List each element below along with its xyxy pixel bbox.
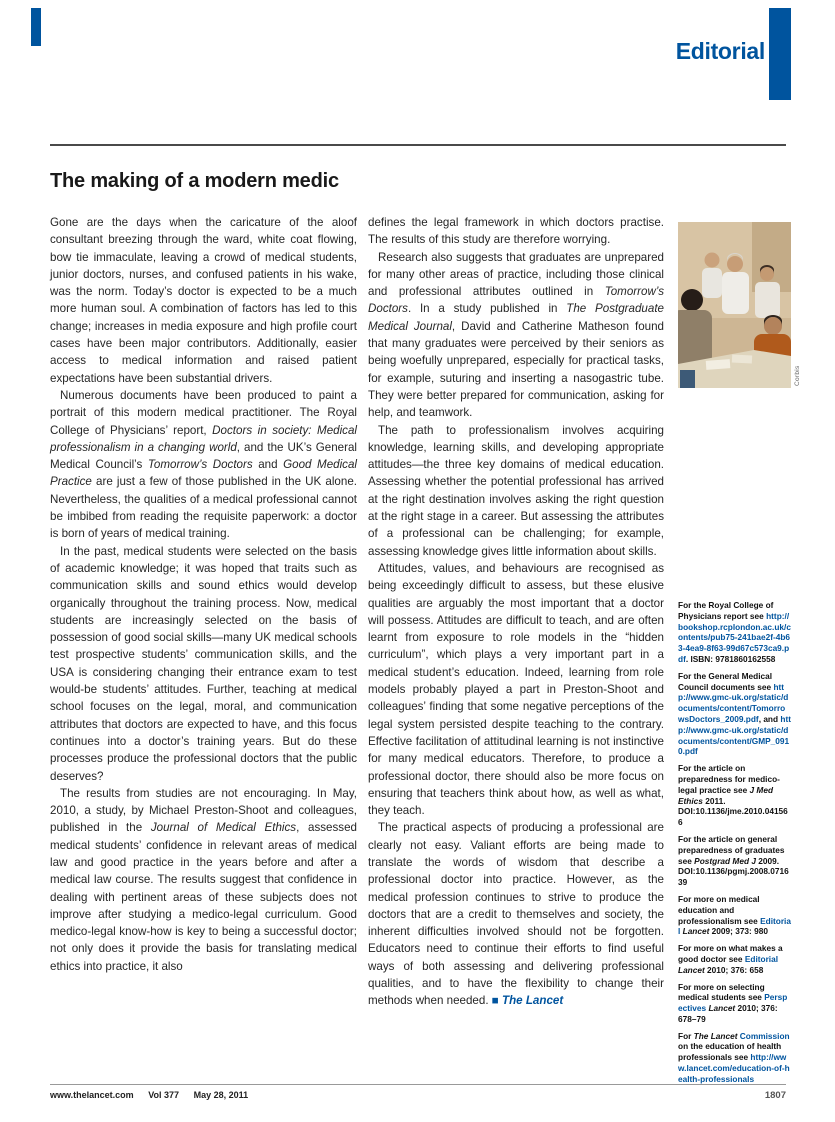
footer-date: May 28, 2011 xyxy=(193,1090,249,1100)
sidebar xyxy=(678,222,801,1091)
reference-note: For the Royal College of Physicians report see http://bookshop.rcplondon.ac.uk/contents/pub75-241bae2f-4b63-4ea9-8f63-99d67c573ca9.pdf. ISBN: 9781860162558 xyxy=(678,600,791,664)
doctors-meeting-photo xyxy=(678,222,791,388)
top-right-accent-bar xyxy=(769,8,791,100)
reference-link[interactable]: http://www.gmc-uk.org/static/documents/content/GMP_0910.pdf xyxy=(678,713,791,757)
reference-note: For the article on general preparedness of graduates see Postgrad Med J 2009. DOI:10.1136/pgmj.2008.071639 xyxy=(678,833,789,888)
paragraph: The path to professionalism involves acquiring knowledge, learning skills, and developing appropriate attitudes—the three key domains of medical education. Assessing whether the potential professional has arrived at the right destination involves asking the right question at the right stage in a career. But assessing the attributes of a professional can be challenging; for example, assessing knowledge gives little information about skills. xyxy=(368,423,664,558)
reference-note: For more on what makes a good doctor see Editorial Lancet 2010; 376: 658 xyxy=(678,943,783,975)
reference-note: For the General Medical Council documents see http://www.gmc-uk.org/static/documents/content/TomorrowsDoctors_2009.pdf, and http://www.gmc-uk.org/static/documents/content/GMP_0910.pdf xyxy=(678,670,791,757)
footer-site-link[interactable]: www.thelancet.com xyxy=(50,1090,134,1100)
reference-note: For more on selecting medical students see Perspectives Lancet 2010; 376: 678–79 xyxy=(678,981,788,1024)
paragraph: Gone are the days when the caricature of the aloof consultant breezing through the ward, white coat flowing, bow tie immaculate, leaving a crowd of medical students, junior doctors, nurses, and confused patients in his wake, was the norm. Today’s doctor is expected to be a much more human soul. A combination of factors has led to this change; increases in media exposure and high profile court cases have been major contributors. Additionally, easier access to medical information and raised patient expectations have been substantial drivers. xyxy=(50,216,357,385)
reference-link[interactable]: http://bookshop.rcplondon.ac.uk/contents/pub75-241bae2f-4b63-4ea9-8f63-99d67c573ca9.pdf xyxy=(678,610,791,664)
footer-info xyxy=(50,1090,248,1100)
reference-link[interactable]: Editorial xyxy=(744,953,779,964)
body-column-1 xyxy=(50,214,357,1010)
reference-link[interactable]: http://www.gmc-uk.org/static/documents/content/TomorrowsDoctors_2009.pdf xyxy=(678,681,789,724)
reference-note: For the article on preparedness for medico-legal practice see J Med Ethics 2011. DOI:10.1136/jme.2010.041566 xyxy=(678,763,788,828)
section-label: Editorial xyxy=(675,38,765,64)
page-number: 1807 xyxy=(764,1090,786,1101)
article-body xyxy=(50,214,664,1010)
reference-link[interactable]: Commission xyxy=(737,1030,790,1041)
paragraph: The practical aspects of producing a professional are clearly not easy. Valiant efforts are being made to translate the words of wisdom that describe a professional doctor into practice. However, as the medical profession continues to strive to produce the doctors that are a credit to themselves and society, the inherent difficulties involved should not be forgotten. Educators need to continue their efforts to find useful ways of both assessing and delivering professional qualities, and to have the flexibility to change their methods when needed. ■ The Lancet xyxy=(368,821,664,1008)
page-footer xyxy=(50,1090,786,1101)
paragraph: defines the legal framework in which doctors practise. The results of this study are therefore worrying. xyxy=(368,216,664,247)
reference-note: For The Lancet Commission on the education of health professionals see http://www.lancet.com/education-of-health-professionals xyxy=(678,1030,790,1084)
paragraph: In the past, medical students were selected on the basis of academic knowledge; it was hoped that traits such as communication skills and sound ethics would develop organically throughout the training process. Now, medical students are increasingly selected on the basis of possession of good social skills—many UK medical schools test prospective students’ communication skills, and the USA is considering changing their entrance exam to test would-be students’ attitudes. Further, teaching at medical school focuses on the legal, moral, and communication attributes that doctors are expected to have, and this focus continues into a doctor’s training years. But do these processes produce the professional doctors that the public deserves? xyxy=(50,544,357,783)
paragraph: Numerous documents have been produced to paint a portrait of this modern medical practitioner. The Royal College of Physicians’ report, Doctors in society: Medical professionalism in a changing world, and the UK’s General Medical Council’s Tomorrow’s Doctors and Good Medical Practice are just a few of those published in the UK alone. Nevertheless, the qualities of a medical professional cannot be imbibed from reading the requisite paperwork: a doctor is born of years of medical training. xyxy=(50,388,357,541)
title-rule xyxy=(50,144,786,146)
footer-rule xyxy=(50,1084,786,1085)
paragraph: Research also suggests that graduates are unprepared for many other areas of practice, including those clinical and professional attributes outlined in Tomorrow’s Doctors. In a study published in The Postgraduate Medical Journal, David and Catherine Matheson found that many graduates were perceived by their seniors as being woefully unprepared, especially for practical tasks, for example, suturing and inserting a nasogastric tube. They were better prepared for communication, asking for help, and teamwork. xyxy=(368,250,664,420)
reference-link[interactable]: Perspectives xyxy=(678,992,788,1014)
body-column-2 xyxy=(368,214,664,1010)
reference-link[interactable]: http://www.lancet.com/education-of-health-professionals xyxy=(678,1052,790,1084)
footer-volume: Vol 377 xyxy=(148,1090,180,1100)
article-title: The making of a modern medic xyxy=(50,170,339,192)
reference-link[interactable]: Editorial xyxy=(678,915,791,937)
top-left-accent-bar xyxy=(31,8,41,46)
reference-notes xyxy=(678,600,791,1085)
paragraph: Attitudes, values, and behaviours are recognised as being exceedingly difficult to assess, but these elusive qualities are arguably the most important that a doctor will possess. Attitudes are difficult to teach, and are often learnt from exposure to role models in the “hidden curriculum”, which plays a very important part in a medical student’s education. Indeed, learning from role models probably played a part in Preston-Shoot and colleagues’ finding that some negative perceptions of the legal system persisted despite teaching to the contrary. Effective facilitation of attitudinal learning is not instinctive for many medical educators. Therefore, to produce a professional doctor, there should also be more focus on ensuring that teachers think about how, as well as what, they teach. xyxy=(368,561,664,818)
paragraph: The results from studies are not encouraging. In May, 2010, a study, by Michael Preston-Shoot and colleagues, published in the Journal of Medical Ethics, assessed medical students’ confidence in relevant areas of medical law and good practice in the years before and after a medical law course. The results suggest that confidence in dealing with pertinent areas of these subjects does not improve after studying a medico-legal curriculum. Good medico-legal know-how is key to being a successful doctor; not only does it provide the basis for translating medical ethics into practice, it also xyxy=(50,786,357,973)
reference-note: For more on medical education and professionalism see Editorial Lancet 2009; 373: 980 xyxy=(678,893,791,937)
photo-credit: Corbis xyxy=(794,365,801,386)
